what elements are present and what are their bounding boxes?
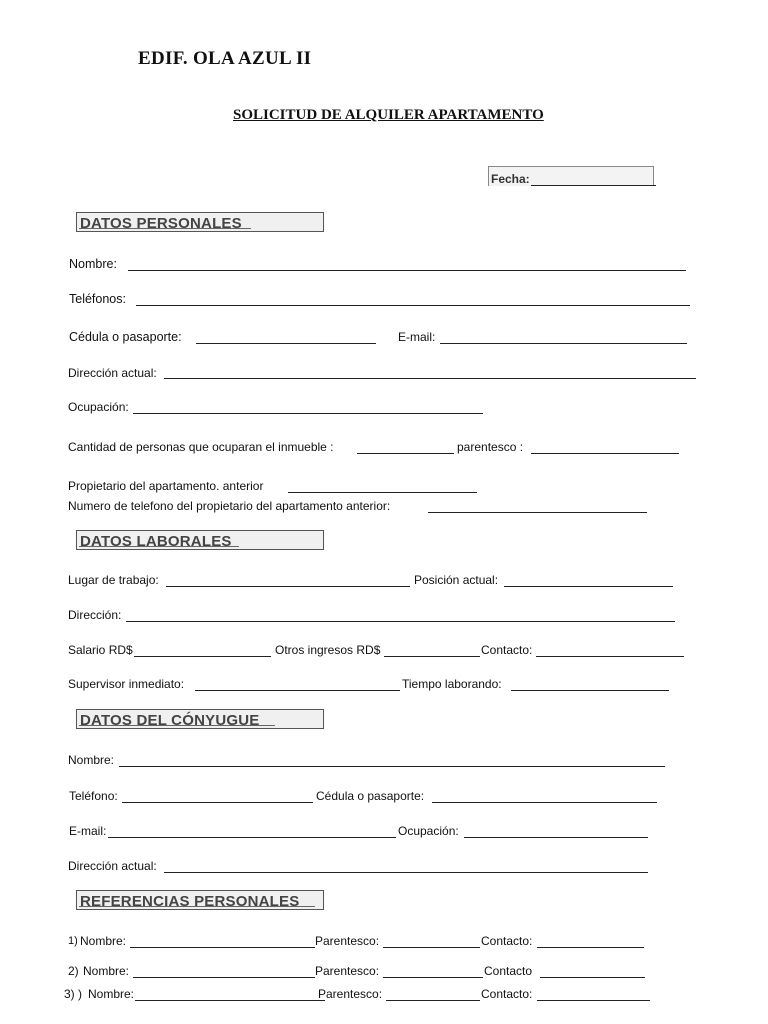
form-title: SOLICITUD DE ALQUILER APARTAMENTO — [233, 107, 544, 123]
workplace-field[interactable] — [166, 586, 410, 587]
reference-name-label: Nombre: — [80, 934, 127, 948]
reference-relationship-field[interactable] — [386, 1000, 480, 1001]
reference-name-field[interactable] — [133, 977, 315, 978]
spouse-id-field[interactable] — [432, 802, 657, 803]
id-label: Cédula o pasaporte: — [69, 330, 182, 344]
reference-number: 1) — [68, 935, 78, 947]
spouse-address-field[interactable] — [164, 872, 648, 873]
other-income-label: Otros ingresos RD$ — [275, 643, 381, 657]
reference-contact-label: Contacto: — [481, 987, 533, 1001]
supervisor-label: Supervisor inmediato: — [68, 677, 185, 691]
section-work-title: DATOS LABORALES — [80, 533, 232, 550]
previous-owner-label: Propietario del apartamento. anterior — [68, 479, 264, 493]
reference-contact-field[interactable] — [540, 977, 645, 978]
spouse-occupation-field[interactable] — [464, 837, 648, 838]
reference-name-field[interactable] — [135, 1000, 325, 1001]
work-contact-label: Contacto: — [481, 643, 533, 657]
reference-number: 2) — [68, 964, 79, 978]
workplace-label: Lugar de trabajo: — [68, 573, 159, 587]
spouse-email-field[interactable] — [108, 837, 396, 838]
reference-number: 3) ) — [64, 987, 82, 1001]
supervisor-field[interactable] — [195, 690, 400, 691]
email-label: E-mail: — [398, 330, 436, 344]
position-field[interactable] — [504, 586, 673, 587]
section-spouse-header — [76, 709, 324, 729]
work-contact-field[interactable] — [536, 656, 684, 657]
section-personal-title: DATOS PERSONALES — [80, 215, 242, 232]
reference-name-field[interactable] — [130, 947, 315, 948]
reference-relationship-label: Parentesco: — [315, 964, 380, 978]
work-address-field[interactable] — [126, 621, 675, 622]
spouse-occupation-label: Ocupación: — [398, 824, 459, 838]
building-title: EDIF. OLA AZUL II — [138, 48, 312, 69]
section-references-title: REFERENCIAS PERSONALES — [80, 893, 300, 910]
reference-contact-label: Contacto: — [481, 934, 533, 948]
reference-contact-field[interactable] — [537, 1000, 650, 1001]
occupation-label: Ocupación: — [68, 400, 129, 414]
id-field[interactable] — [196, 343, 376, 344]
spouse-phone-field[interactable] — [122, 802, 313, 803]
section-spouse-title: DATOS DEL CÓNYUGUE — [80, 712, 260, 729]
section-personal-header — [76, 212, 324, 232]
reference-name-label: Nombre: — [88, 987, 135, 1001]
occupation-field[interactable] — [133, 413, 483, 414]
relationship-field[interactable] — [531, 453, 679, 454]
reference-relationship-label: Parentesco: — [315, 934, 380, 948]
time-worked-field[interactable] — [511, 690, 669, 691]
name-field[interactable] — [128, 270, 686, 271]
previous-owner-phone-label: Numero de telefono del propietario del apartamento anterior: — [68, 499, 391, 513]
salary-label: Salario RD$ — [68, 643, 133, 657]
reference-contact-label: Contacto — [484, 964, 533, 978]
reference-relationship-field[interactable] — [383, 977, 483, 978]
spouse-email-label: E-mail: — [69, 824, 107, 838]
occupants-field[interactable] — [357, 453, 454, 454]
phones-field[interactable] — [136, 305, 690, 306]
spouse-name-field[interactable] — [119, 766, 665, 767]
reference-name-label: Nombre: — [83, 964, 130, 978]
previous-owner-phone-field[interactable] — [428, 512, 647, 513]
time-worked-label: Tiempo laborando: — [402, 677, 502, 691]
reference-contact-field[interactable] — [537, 947, 644, 948]
other-income-field[interactable] — [384, 656, 480, 657]
reference-relationship-label: Parentesco: — [318, 987, 383, 1001]
reference-relationship-field[interactable] — [383, 947, 480, 948]
salary-field[interactable] — [134, 656, 271, 657]
relationship-label: parentesco : — [457, 440, 524, 454]
section-references-header — [76, 890, 324, 910]
date-field[interactable] — [531, 185, 656, 186]
previous-owner-field[interactable] — [288, 492, 477, 493]
work-address-label: Dirección: — [68, 608, 122, 622]
spouse-id-label: Cédula o pasaporte: — [316, 789, 425, 803]
spouse-name-label: Nombre: — [68, 753, 115, 767]
spouse-phone-label: Teléfono: — [69, 789, 118, 803]
address-label: Dirección actual: — [68, 366, 157, 380]
name-label: Nombre: — [69, 257, 117, 271]
date-label: Fecha: — [491, 172, 530, 186]
phones-label: Teléfonos: — [69, 292, 126, 306]
address-field[interactable] — [164, 378, 696, 379]
email-field[interactable] — [440, 343, 687, 344]
position-label: Posición actual: — [414, 573, 499, 587]
spouse-address-label: Dirección actual: — [68, 859, 157, 873]
section-work-header — [76, 530, 324, 550]
occupants-label: Cantidad de personas que ocuparan el inmueble : — [68, 440, 334, 454]
